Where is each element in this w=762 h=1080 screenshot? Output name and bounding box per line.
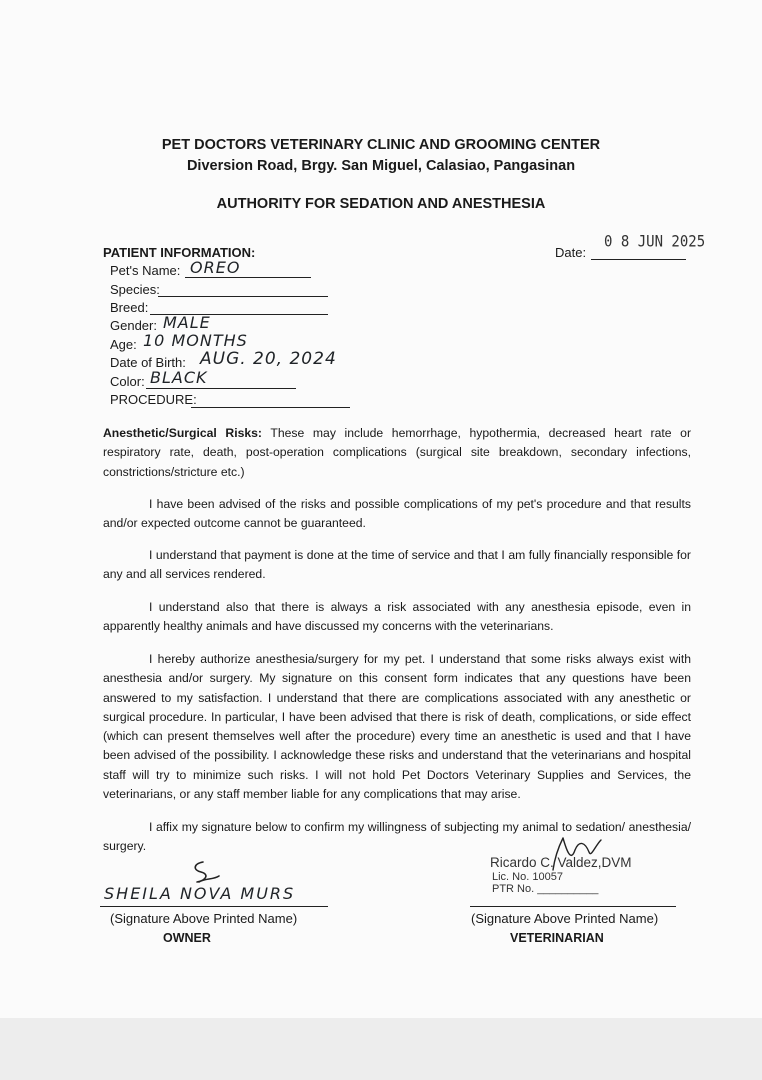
pet-name-value: OREO [190,258,241,277]
vet-signature-line [470,906,676,907]
color-value: BLACK [150,368,208,387]
consent-paragraph-4: I hereby authorize anesthesia/surgery for my pet. I understand that some risks always exist with anesthesia and/or surgery. My signature on this consent form indicates that any questions have been answered to my satisfaction. I understand that there are complications associated with any anesthetic or surgical procedure. In particular, I have been advised that there is risk of death, complications, or side effect (which can present themselves well after the procedure) every time an anesthetic is used and that I have been advised of the possibility. I acknowledge these risks and understand that the veterinarians and hospital staff will try to minimize such risks. I will not hold Pet Doctors Veterinary Supplies and Services, the veterinarians, or any staff member liable for any complications that may arise. [103,652,691,802]
pet-name-label: Pet's Name: [110,263,181,278]
color-line [146,388,296,389]
dob-label: Date of Birth: [110,355,186,370]
patient-info-heading: PATIENT INFORMATION: [103,245,256,260]
dob-value: AUG. 20, 2024 [200,349,337,369]
risks-paragraph [103,424,691,482]
vet-signature-caption: (Signature Above Printed Name) [471,911,659,926]
consent-paragraph-3: I understand also that there is always a risk associated with any anesthesia episode, even in apparently healthy animals and have discussed my concerns with the veterinarians. [103,600,691,634]
date-stamp: 0 8 JUN 2025 [604,232,706,252]
gender-value: MALE [163,313,211,332]
procedure-line [191,407,350,408]
gender-label: Gender: [110,318,157,333]
age-value: 10 MONTHS [143,331,248,350]
date-line [591,259,686,260]
consent-paragraph-5: I affix my signature below to confirm my willingness of subjecting my animal to sedation/ anesthesia/ surgery. [103,820,691,854]
vet-name: Ricardo C. Valdez,DVM [490,855,632,870]
procedure-label: PROCEDURE: [110,392,197,407]
risks-label: Anesthetic/Surgical Risks: [103,426,262,440]
date-label: Date: [555,245,587,260]
species-line [158,296,328,297]
clinic-address: Diversion Road, Brgy. San Miguel, Calasiao, Pangasinan [186,158,576,174]
color-label: Color: [110,374,145,389]
owner-signature-caption: (Signature Above Printed Name) [110,911,298,926]
owner-printed-name: SHEILA NOVA MURS [104,884,296,903]
vet-license: Lic. No. 10057 [492,871,563,883]
form-title: AUTHORITY FOR SEDATION AND ANESTHESIA [216,196,546,212]
risks-text: These may include hemorrhage, hypothermia, decreased heart rate or respiratory rate, death, post-operation complications (surgical site breakdown, secondary infections, constrictions/stricture etc.) [103,426,692,479]
pet-name-line [185,277,311,278]
owner-role: OWNER [163,931,211,945]
consent-paragraph-2: I understand that payment is done at the time of service and that I am fully financially responsible for any and all services rendered. [103,548,691,582]
owner-signature-line [100,906,328,907]
vet-ptr: PTR No. __________ [492,883,599,895]
vet-role: VETERINARIAN [510,931,604,945]
scan-margin [0,1018,762,1080]
species-label: Species: [110,282,160,297]
clinic-name: PET DOCTORS VETERINARY CLINIC AND GROOMING CENTER [161,137,601,153]
age-label: Age: [110,337,137,352]
consent-paragraph-1: I have been advised of the risks and possible complications of my pet's procedure and that results and/or expected outcome cannot be guaranteed. [103,497,691,531]
breed-label: Breed: [110,300,149,315]
